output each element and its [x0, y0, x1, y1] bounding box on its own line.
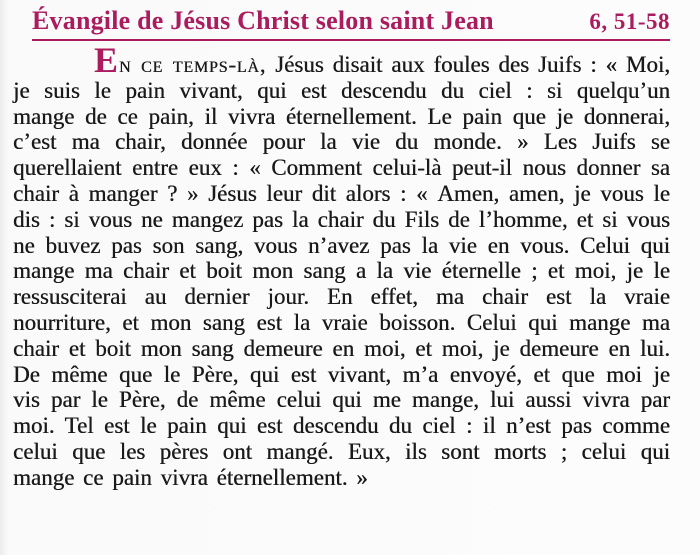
drop-cap-initial: E: [94, 40, 119, 80]
reading-body-text: Jésus disait aux foules des Juifs : « Moi, je suis le pain vivant, qui est descendu du ciel : si quelqu’un mange de ce pain, il vivra éternellement. Le pain que je donnerai, c’est ma chair, donnée pour la vie du monde. » Les Juifs se querellaient entre eux : « Comment celui-là peut-il nous donner sa chair à manger ? » Jésus leur dit alors : « Amen, amen, je vous le dis : si vous ne mangez pas la chair du Fils de l’homme, et si vous ne buvez pas son sang, vous n’avez pas la vie en vous. Celui qui mange ma chair et boit mon sang a la vie éternelle ; et moi, je le ressusciterai au dernier jour. En effet, ma chair est la vraie nourriture, et mon sang est la vraie boisson. Celui qui mange ma chair et boit mon sang demeure en moi, et moi, je demeure en lui. De même que le Père, qui est vivant, m’a envoyé, et que moi je vis par le Père, de même celui qui me mange, lui aussi vivra par moi. Tel est le pain qui est descendu du ciel : il n’est pas comme celui que les pères ont mangé. Eux, ils sont morts ; celui qui mange ce pain vivra éternellement. »: [13, 52, 670, 490]
reading-header: [32, 6, 670, 36]
header-divider-rule: [32, 39, 670, 41]
incipit-small-caps: n ce temps-là,: [119, 52, 267, 77]
gospel-reading-text: [13, 40, 670, 491]
reading-title: Évangile de Jésus Christ selon saint Jean: [32, 6, 494, 35]
reading-reference: 6, 51-58: [589, 9, 670, 34]
